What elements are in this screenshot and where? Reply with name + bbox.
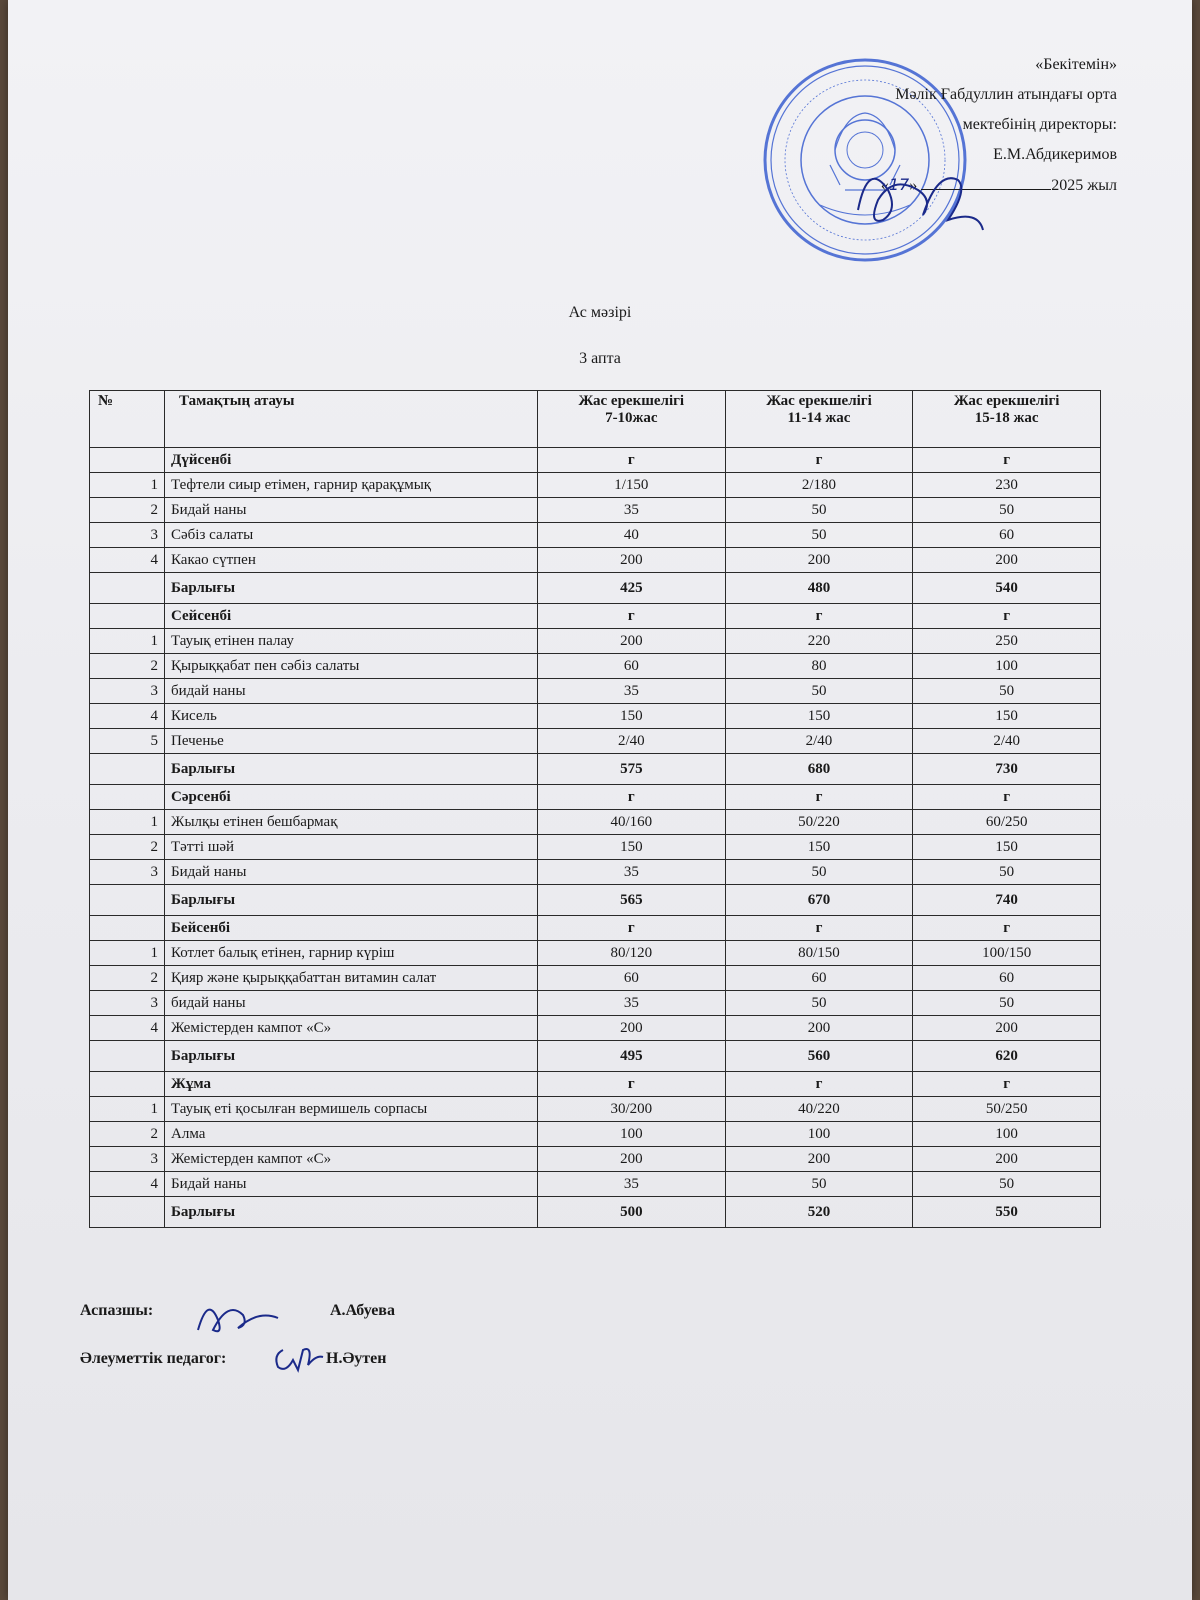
table-row <box>90 1172 1101 1197</box>
total-7-10: 575 <box>538 754 726 785</box>
unit-cell: г <box>913 604 1101 629</box>
total-15-18: 620 <box>913 1041 1101 1072</box>
dish-name: Бидай наны <box>165 498 538 523</box>
total-15-18: 730 <box>913 754 1101 785</box>
total-row <box>90 885 1101 916</box>
portion-7-10: 200 <box>538 548 726 573</box>
item-number: 1 <box>90 629 165 654</box>
item-number: 2 <box>90 835 165 860</box>
dish-name: Бидай наны <box>165 1172 538 1197</box>
portion-11-14: 50 <box>725 991 913 1016</box>
portion-11-14: 50 <box>725 523 913 548</box>
total-15-18: 550 <box>913 1197 1101 1228</box>
table-row <box>90 966 1101 991</box>
portion-15-18: 60/250 <box>913 810 1101 835</box>
total-number-cell <box>90 754 165 785</box>
cook-name: А.Абуева <box>330 1302 395 1319</box>
total-number-cell <box>90 885 165 916</box>
dish-name: бидай наны <box>165 991 538 1016</box>
portion-11-14: 50 <box>725 860 913 885</box>
dish-name: Тауық еті қосылған вермишель сорпасы <box>165 1097 538 1122</box>
total-number-cell <box>90 1041 165 1072</box>
total-row <box>90 573 1101 604</box>
dish-name: Тефтели сиыр етімен, гарнир қарақұмық <box>165 473 538 498</box>
document-page <box>8 0 1192 1600</box>
portion-15-18: 200 <box>913 1147 1101 1172</box>
portion-7-10: 2/40 <box>538 729 726 754</box>
portion-15-18: 200 <box>913 548 1101 573</box>
portion-15-18: 50 <box>913 498 1101 523</box>
total-11-14: 560 <box>725 1041 913 1072</box>
portion-15-18: 60 <box>913 966 1101 991</box>
total-15-18: 540 <box>913 573 1101 604</box>
col-header-dish-name: Тамақтың атауы <box>165 391 538 448</box>
portion-15-18: 50 <box>913 1172 1101 1197</box>
dish-name: Қырыққабат пен сәбіз салаты <box>165 654 538 679</box>
portion-7-10: 35 <box>538 991 726 1016</box>
director-title-line: мектебінің директоры: <box>962 116 1117 133</box>
item-number: 2 <box>90 654 165 679</box>
dish-name: Бидай наны <box>165 860 538 885</box>
portion-11-14: 50/220 <box>725 810 913 835</box>
item-number: 2 <box>90 498 165 523</box>
approval-heading: «Бекітемін» <box>1035 56 1117 73</box>
portion-7-10: 80/120 <box>538 941 726 966</box>
unit-cell: г <box>538 1072 726 1097</box>
total-number-cell <box>90 1197 165 1228</box>
total-11-14: 480 <box>725 573 913 604</box>
total-row <box>90 1197 1101 1228</box>
item-number: 3 <box>90 991 165 1016</box>
pedagog-signature-icon <box>268 1335 328 1380</box>
day-header-row <box>90 916 1101 941</box>
unit-cell: г <box>538 604 726 629</box>
table-row <box>90 523 1101 548</box>
item-number: 4 <box>90 1016 165 1041</box>
portion-7-10: 35 <box>538 1172 726 1197</box>
portion-15-18: 60 <box>913 523 1101 548</box>
total-row <box>90 754 1101 785</box>
portion-7-10: 150 <box>538 835 726 860</box>
item-number: 1 <box>90 941 165 966</box>
day-header-row <box>90 785 1101 810</box>
portion-15-18: 100 <box>913 1122 1101 1147</box>
table-row <box>90 679 1101 704</box>
day-number-cell <box>90 916 165 941</box>
portion-15-18: 150 <box>913 704 1101 729</box>
dish-name: Котлет балық етінен, гарнир күріш <box>165 941 538 966</box>
total-number-cell <box>90 573 165 604</box>
item-number: 2 <box>90 966 165 991</box>
day-number-cell <box>90 448 165 473</box>
day-number-cell <box>90 785 165 810</box>
portion-15-18: 250 <box>913 629 1101 654</box>
total-11-14: 680 <box>725 754 913 785</box>
table-row <box>90 498 1101 523</box>
pedagog-signature-line <box>80 1350 387 1368</box>
total-11-14: 520 <box>725 1197 913 1228</box>
total-label: Барлығы <box>165 754 538 785</box>
portion-11-14: 2/40 <box>725 729 913 754</box>
week-label: 3 апта <box>579 350 621 367</box>
table-row <box>90 729 1101 754</box>
portion-15-18: 200 <box>913 1016 1101 1041</box>
portion-11-14: 150 <box>725 704 913 729</box>
portion-15-18: 50 <box>913 860 1101 885</box>
portion-7-10: 60 <box>538 966 726 991</box>
table-row <box>90 991 1101 1016</box>
dish-name: Жылқы етінен бешбармақ <box>165 810 538 835</box>
portion-7-10: 35 <box>538 679 726 704</box>
day-header-row <box>90 1072 1101 1097</box>
portion-11-14: 200 <box>725 1147 913 1172</box>
portion-7-10: 200 <box>538 1147 726 1172</box>
portion-15-18: 2/40 <box>913 729 1101 754</box>
portion-15-18: 100/150 <box>913 941 1101 966</box>
portion-11-14: 40/220 <box>725 1097 913 1122</box>
portion-15-18: 50 <box>913 991 1101 1016</box>
table-row <box>90 860 1101 885</box>
item-number: 3 <box>90 1147 165 1172</box>
col-header-age-11-14: Жас ерекшелігі 11-14 жас <box>725 391 913 448</box>
portion-11-14: 200 <box>725 1016 913 1041</box>
cook-signature-line <box>80 1302 395 1320</box>
unit-cell: г <box>538 916 726 941</box>
day-name: Жұма <box>165 1072 538 1097</box>
day-number-cell <box>90 604 165 629</box>
date-year: 2025 жыл <box>1051 177 1117 194</box>
portion-15-18: 230 <box>913 473 1101 498</box>
dish-name: Сәбіз салаты <box>165 523 538 548</box>
school-name-line: Мәлік Ғабдуллин атындағы орта <box>895 86 1117 103</box>
day-name: Сәрсенбі <box>165 785 538 810</box>
day-name: Бейсенбі <box>165 916 538 941</box>
total-7-10: 495 <box>538 1041 726 1072</box>
date-quote-close: » <box>909 177 918 194</box>
table-row <box>90 629 1101 654</box>
table-row <box>90 810 1101 835</box>
unit-cell: г <box>913 785 1101 810</box>
item-number: 5 <box>90 729 165 754</box>
portion-7-10: 150 <box>538 704 726 729</box>
table-header-row <box>90 391 1101 448</box>
item-number: 1 <box>90 810 165 835</box>
item-number: 3 <box>90 679 165 704</box>
day-name: Дүйсенбі <box>165 448 538 473</box>
menu-table <box>89 390 1101 1228</box>
unit-cell: г <box>725 604 913 629</box>
cook-signature-icon <box>188 1290 288 1340</box>
unit-cell: г <box>913 1072 1101 1097</box>
dish-name: Қияр және қырыққабаттан витамин салат <box>165 966 538 991</box>
total-11-14: 670 <box>725 885 913 916</box>
portion-11-14: 50 <box>725 498 913 523</box>
table-row <box>90 704 1101 729</box>
table-row <box>90 473 1101 498</box>
unit-cell: г <box>725 916 913 941</box>
day-name: Сейсенбі <box>165 604 538 629</box>
dish-name: Кисель <box>165 704 538 729</box>
director-signature-icon <box>838 150 988 240</box>
item-number: 2 <box>90 1122 165 1147</box>
portion-7-10: 200 <box>538 629 726 654</box>
table-row <box>90 1147 1101 1172</box>
portion-11-14: 80/150 <box>725 941 913 966</box>
dish-name: Какао сүтпен <box>165 548 538 573</box>
dish-name: бидай наны <box>165 679 538 704</box>
unit-cell: г <box>538 448 726 473</box>
portion-7-10: 30/200 <box>538 1097 726 1122</box>
portion-7-10: 100 <box>538 1122 726 1147</box>
portion-11-14: 2/180 <box>725 473 913 498</box>
portion-11-14: 150 <box>725 835 913 860</box>
unit-cell: г <box>913 448 1101 473</box>
portion-7-10: 1/150 <box>538 473 726 498</box>
col-header-number: № <box>90 391 165 448</box>
portion-7-10: 35 <box>538 498 726 523</box>
table-row <box>90 1097 1101 1122</box>
item-number: 4 <box>90 1172 165 1197</box>
table-row <box>90 835 1101 860</box>
unit-cell: г <box>725 448 913 473</box>
portion-11-14: 50 <box>725 679 913 704</box>
dish-name: Алма <box>165 1122 538 1147</box>
portion-7-10: 200 <box>538 1016 726 1041</box>
page-title: Ас мәзірі <box>568 304 632 321</box>
date-day: 17 <box>888 175 910 194</box>
total-label: Барлығы <box>165 1041 538 1072</box>
portion-7-10: 60 <box>538 654 726 679</box>
unit-cell: г <box>538 785 726 810</box>
unit-cell: г <box>725 1072 913 1097</box>
item-number: 1 <box>90 473 165 498</box>
portion-15-18: 50 <box>913 679 1101 704</box>
item-number: 4 <box>90 704 165 729</box>
dish-name: Жемістерден кампот «С» <box>165 1147 538 1172</box>
total-7-10: 425 <box>538 573 726 604</box>
unit-cell: г <box>725 785 913 810</box>
total-row <box>90 1041 1101 1072</box>
portion-11-14: 200 <box>725 548 913 573</box>
portion-11-14: 50 <box>725 1172 913 1197</box>
portion-7-10: 40/160 <box>538 810 726 835</box>
table-row <box>90 1122 1101 1147</box>
date-quote-open: « <box>880 177 889 194</box>
cook-label: Аспазшы: <box>80 1302 154 1319</box>
dish-name: Тауық етінен палау <box>165 629 538 654</box>
item-number: 1 <box>90 1097 165 1122</box>
total-label: Барлығы <box>165 1197 538 1228</box>
day-header-row <box>90 448 1101 473</box>
portion-7-10: 40 <box>538 523 726 548</box>
pedagog-label: Әлеуметтік педагог: <box>80 1350 227 1367</box>
item-number: 3 <box>90 523 165 548</box>
item-number: 4 <box>90 548 165 573</box>
item-number: 3 <box>90 860 165 885</box>
table-row <box>90 548 1101 573</box>
col-header-age-15-18: Жас ерекшелігі 15-18 жас <box>913 391 1101 448</box>
col-header-age-7-10: Жас ерекшелігі 7-10жас <box>538 391 726 448</box>
portion-11-14: 80 <box>725 654 913 679</box>
day-number-cell <box>90 1072 165 1097</box>
portion-7-10: 35 <box>538 860 726 885</box>
director-name: Е.М.Абдикеримов <box>993 146 1117 163</box>
portion-15-18: 150 <box>913 835 1101 860</box>
total-label: Барлығы <box>165 573 538 604</box>
table-row <box>90 1016 1101 1041</box>
dish-name: Печенье <box>165 729 538 754</box>
pedagog-name: Н.Әутен <box>326 1350 387 1367</box>
portion-11-14: 100 <box>725 1122 913 1147</box>
dish-name: Тәтті шәй <box>165 835 538 860</box>
table-row <box>90 941 1101 966</box>
day-header-row <box>90 604 1101 629</box>
total-label: Барлығы <box>165 885 538 916</box>
total-7-10: 500 <box>538 1197 726 1228</box>
table-row <box>90 654 1101 679</box>
total-7-10: 565 <box>538 885 726 916</box>
unit-cell: г <box>913 916 1101 941</box>
portion-11-14: 220 <box>725 629 913 654</box>
total-15-18: 740 <box>913 885 1101 916</box>
portion-15-18: 50/250 <box>913 1097 1101 1122</box>
portion-15-18: 100 <box>913 654 1101 679</box>
portion-11-14: 60 <box>725 966 913 991</box>
dish-name: Жемістерден кампот «С» <box>165 1016 538 1041</box>
